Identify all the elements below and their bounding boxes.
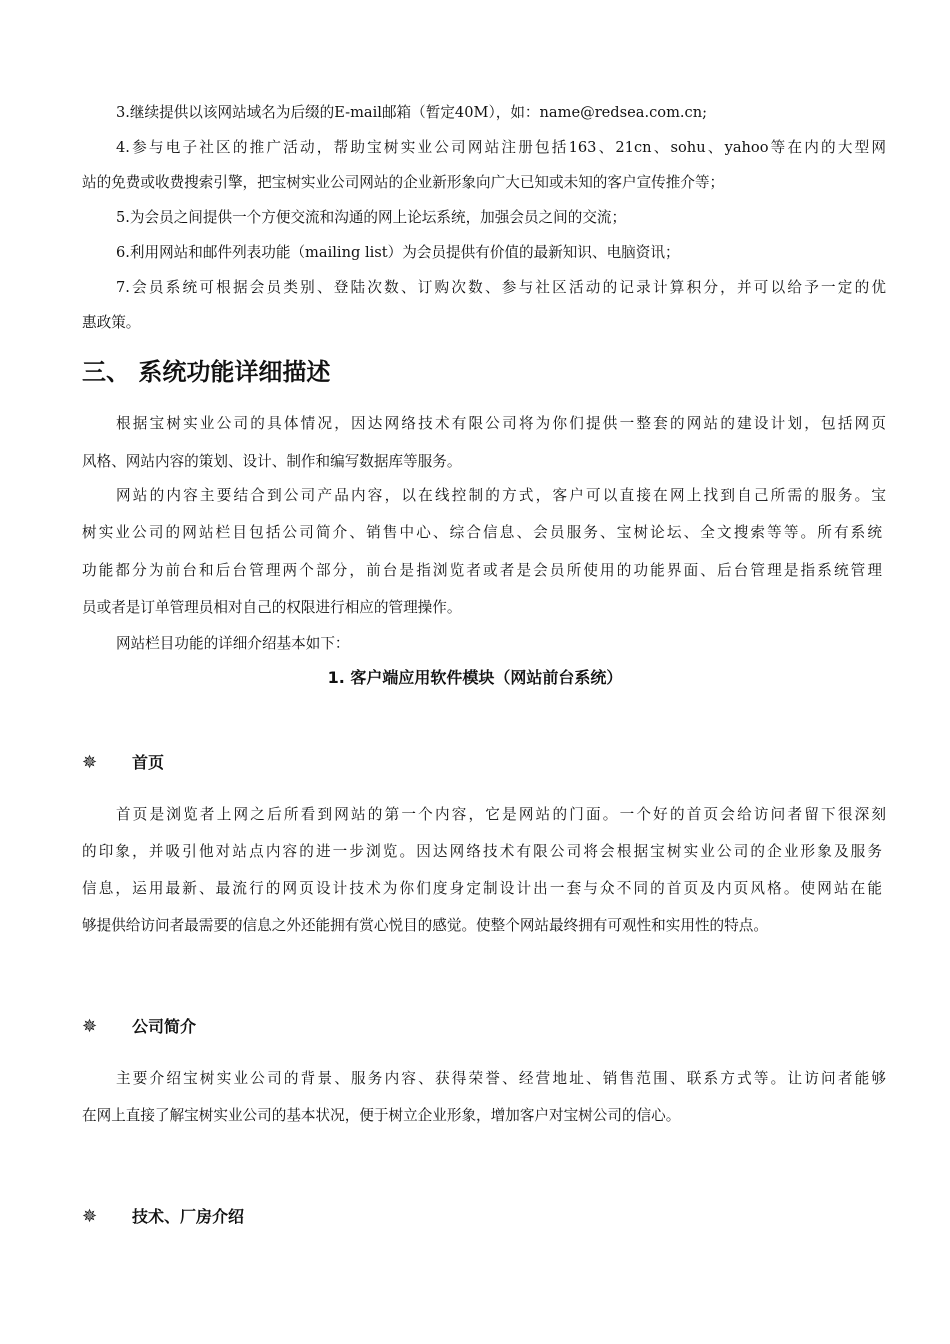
company-intro-heading	[82, 1016, 196, 1038]
list-item-4-line-1: 4.参与电子社区的推广活动，帮助宝树实业公司网站注册包括163、21cn、sohu、yahoo等在内的大型网	[116, 139, 886, 156]
list-item-7-line-2: 惠政策。	[82, 314, 141, 331]
homepage-paragraph-line-2: 的印象，并吸引他对站点内容的进一步浏览。因达网络技术有限公司将会根据宝树实业公司的企业形象及服务	[82, 843, 882, 860]
company-intro-paragraph-line-2: 在网上直接了解宝树实业公司的基本状况，便于树立企业形象，增加客户对宝树公司的信心。	[82, 1107, 681, 1124]
list-item-3: 3.继续提供以该网站域名为后缀的E-mail邮箱（暂定40M），如：name@redsea.com.cn;	[116, 104, 708, 121]
list-item-7-line-1: 7.会员系统可根据会员类别、登陆次数、订购次数、参与社区活动的记录计算积分，并可以给予一定的优	[116, 279, 886, 296]
section-heading-3: 三、 系统功能详细描述	[82, 358, 331, 386]
tech-factory-heading	[82, 1206, 244, 1228]
asterisk-bullet-icon: ✵	[82, 752, 98, 773]
asterisk-bullet-icon: ✵	[82, 1016, 98, 1037]
section3-paragraph-2-line-3: 功能都分为前台和后台管理两个部分，前台是指浏览者或者是会员所使用的功能界面、后台管理是指系统管理	[82, 562, 882, 579]
section3-paragraph-1-line-2: 风格、网站内容的策划、设计、制作和编写数据库等服务。	[82, 453, 462, 470]
subsection-heading-1: 1. 客户端应用软件模块（网站前台系统）	[327, 668, 623, 687]
homepage-heading	[82, 752, 164, 774]
section3-paragraph-2-line-1: 网站的内容主要结合到公司产品内容，以在线控制的方式，客户可以直接在网上找到自己所需的服务。宝	[116, 487, 886, 504]
company-intro-heading-text: 公司简介	[132, 1017, 197, 1036]
section3-paragraph-2-line-4: 员或者是订单管理员相对自己的权限进行相应的管理操作。	[82, 599, 462, 616]
list-item-4-line-2: 站的免费或收费搜索引擎，把宝树实业公司网站的企业新形象向广大已知或未知的客户宣传推介等；	[82, 174, 725, 191]
homepage-paragraph-line-3: 信息，运用最新、最流行的网页设计技术为你们度身定制设计出一套与众不同的首页及内页风格。使网站在能	[82, 880, 882, 897]
list-item-5: 5.为会员之间提供一个方便交流和沟通的网上论坛系统，加强会员之间的交流；	[116, 209, 627, 226]
tech-factory-heading-text: 技术、厂房介绍	[132, 1207, 245, 1226]
asterisk-bullet-icon: ✵	[82, 1206, 98, 1227]
section3-paragraph-2-line-2: 树实业公司的网站栏目包括公司简介、销售中心、综合信息、会员服务、宝树论坛、全文搜索等等。所有系统	[82, 524, 882, 541]
company-intro-paragraph-line-1: 主要介绍宝树实业公司的背景、服务内容、获得荣誉、经营地址、销售范围、联系方式等。让访问者能够	[116, 1070, 886, 1087]
list-item-6: 6.利用网站和邮件列表功能（mailing list）为会员提供有价值的最新知识、电脑资讯；	[116, 244, 680, 261]
homepage-paragraph-line-1: 首页是浏览者上网之后所看到网站的第一个内容，它是网站的门面。一个好的首页会给访问者留下很深刻	[116, 806, 886, 823]
section3-paragraph-1-line-1: 根据宝树实业公司的具体情况，因达网络技术有限公司将为你们提供一整套的网站的建设计划，包括网页	[116, 415, 886, 432]
homepage-heading-text: 首页	[132, 753, 165, 772]
section3-paragraph-3: 网站栏目功能的详细介绍基本如下：	[116, 635, 350, 652]
homepage-paragraph-line-4: 够提供给访问者最需要的信息之外还能拥有赏心悦目的感觉。使整个网站最终拥有可观性和实用性的特点。	[82, 917, 768, 934]
